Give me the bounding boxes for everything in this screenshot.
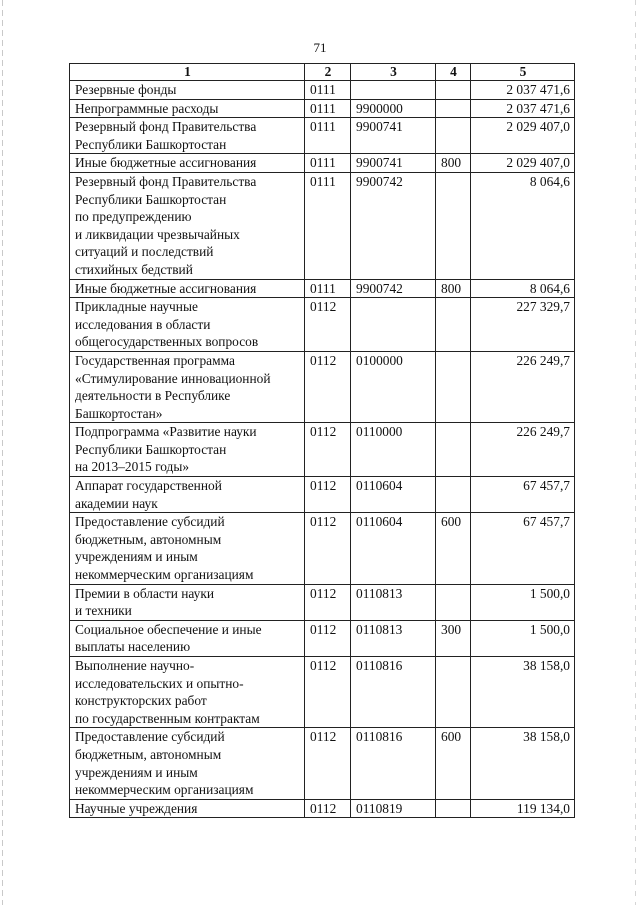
expense-type-cell — [436, 657, 471, 728]
section-code-cell: 0112 — [305, 423, 351, 477]
expense-name-cell: Прикладные научные исследования в области общегосударственных вопросов — [70, 298, 305, 352]
amount-cell: 2 037 471,6 — [471, 99, 575, 118]
target-code-cell: 9900742 — [351, 172, 436, 279]
table-row — [70, 423, 575, 477]
section-code-cell: 0112 — [305, 477, 351, 513]
table-row — [70, 172, 575, 279]
amount-cell: 8 064,6 — [471, 172, 575, 279]
expense-type-cell — [436, 351, 471, 422]
amount-cell: 8 064,6 — [471, 279, 575, 298]
section-code-cell: 0112 — [305, 584, 351, 620]
expense-type-cell: 600 — [436, 513, 471, 584]
table-row — [70, 154, 575, 173]
table-row — [70, 657, 575, 728]
table-row — [70, 81, 575, 100]
amount-cell: 226 249,7 — [471, 351, 575, 422]
section-code-cell: 0111 — [305, 99, 351, 118]
target-code-cell — [351, 81, 436, 100]
table-body — [70, 81, 575, 818]
expense-type-cell — [436, 81, 471, 100]
amount-cell: 2 037 471,6 — [471, 81, 575, 100]
target-code-cell: 0110816 — [351, 728, 436, 799]
table-row — [70, 279, 575, 298]
section-code-cell: 0111 — [305, 118, 351, 154]
expense-name-cell: Резервный фонд Правительства Республики Башкортостан по предупреждению и ликвидации чрезвычайных ситуаций и последствий стихийных бедствий — [70, 172, 305, 279]
amount-cell: 227 329,7 — [471, 298, 575, 352]
expense-name-cell: Государственная программа «Стимулирование инновационной деятельности в Республике Башкортостан» — [70, 351, 305, 422]
target-code-cell: 0110816 — [351, 657, 436, 728]
expense-type-cell — [436, 423, 471, 477]
table-row — [70, 298, 575, 352]
target-code-cell: 9900742 — [351, 279, 436, 298]
header-col-3: 3 — [351, 64, 436, 81]
expense-name-cell: Подпрограмма «Развитие науки Республики Башкортостан на 2013–2015 годы» — [70, 423, 305, 477]
header-col-4: 4 — [436, 64, 471, 81]
amount-cell: 67 457,7 — [471, 513, 575, 584]
scan-edge-left — [2, 0, 3, 905]
amount-cell: 1 500,0 — [471, 620, 575, 656]
page-number: 71 — [313, 40, 327, 55]
target-code-cell: 9900741 — [351, 118, 436, 154]
section-code-cell: 0112 — [305, 351, 351, 422]
table-header-row — [70, 64, 575, 81]
table-row — [70, 99, 575, 118]
expense-type-cell — [436, 172, 471, 279]
amount-cell: 226 249,7 — [471, 423, 575, 477]
expense-name-cell: Предоставление субсидий бюджетным, автономным учреждениям и иным некоммерческим организациям — [70, 513, 305, 584]
expense-type-cell — [436, 584, 471, 620]
expense-type-cell — [436, 99, 471, 118]
header-col-5: 5 — [471, 64, 575, 81]
amount-cell: 2 029 407,0 — [471, 154, 575, 173]
target-code-cell: 0110604 — [351, 513, 436, 584]
section-code-cell: 0112 — [305, 728, 351, 799]
section-code-cell: 0111 — [305, 172, 351, 279]
table-row — [70, 477, 575, 513]
expense-name-cell: Научные учреждения — [70, 799, 305, 818]
section-code-cell: 0111 — [305, 81, 351, 100]
table-row — [70, 799, 575, 818]
section-code-cell: 0112 — [305, 657, 351, 728]
target-code-cell: 0110000 — [351, 423, 436, 477]
expense-name-cell: Премии в области науки и техники — [70, 584, 305, 620]
section-code-cell: 0111 — [305, 279, 351, 298]
amount-cell: 1 500,0 — [471, 584, 575, 620]
table-row — [70, 118, 575, 154]
target-code-cell: 0110819 — [351, 799, 436, 818]
table-row — [70, 584, 575, 620]
expense-name-cell: Иные бюджетные ассигнования — [70, 279, 305, 298]
section-code-cell: 0112 — [305, 298, 351, 352]
target-code-cell: 0110604 — [351, 477, 436, 513]
table-row — [70, 513, 575, 584]
expense-type-cell: 300 — [436, 620, 471, 656]
header-col-1: 1 — [70, 64, 305, 81]
budget-table — [69, 63, 575, 818]
expense-name-cell: Предоставление субсидий бюджетным, автономным учреждениям и иным некоммерческим организациям — [70, 728, 305, 799]
table-row — [70, 620, 575, 656]
target-code-cell: 9900000 — [351, 99, 436, 118]
expense-type-cell: 600 — [436, 728, 471, 799]
section-code-cell: 0112 — [305, 799, 351, 818]
table-row — [70, 351, 575, 422]
expense-type-cell — [436, 799, 471, 818]
expense-name-cell: Иные бюджетные ассигнования — [70, 154, 305, 173]
expense-type-cell: 800 — [436, 154, 471, 173]
amount-cell: 38 158,0 — [471, 657, 575, 728]
scan-edge-right — [635, 0, 636, 905]
section-code-cell: 0112 — [305, 513, 351, 584]
target-code-cell — [351, 298, 436, 352]
expense-type-cell — [436, 118, 471, 154]
amount-cell: 38 158,0 — [471, 728, 575, 799]
expense-name-cell: Резервные фонды — [70, 81, 305, 100]
target-code-cell: 0110813 — [351, 584, 436, 620]
expense-type-cell: 800 — [436, 279, 471, 298]
section-code-cell: 0112 — [305, 620, 351, 656]
section-code-cell: 0111 — [305, 154, 351, 173]
amount-cell: 119 134,0 — [471, 799, 575, 818]
table-row — [70, 728, 575, 799]
expense-name-cell: Аппарат государственной академии наук — [70, 477, 305, 513]
target-code-cell: 0110813 — [351, 620, 436, 656]
target-code-cell: 9900741 — [351, 154, 436, 173]
expense-name-cell: Социальное обеспечение и иные выплаты населению — [70, 620, 305, 656]
amount-cell: 67 457,7 — [471, 477, 575, 513]
expense-type-cell — [436, 298, 471, 352]
expense-name-cell: Резервный фонд Правительства Республики Башкортостан — [70, 118, 305, 154]
expense-name-cell: Выполнение научно- исследовательских и опытно- конструкторских работ по государственным контрактам — [70, 657, 305, 728]
expense-name-cell: Непрограммные расходы — [70, 99, 305, 118]
header-col-2: 2 — [305, 64, 351, 81]
target-code-cell: 0100000 — [351, 351, 436, 422]
amount-cell: 2 029 407,0 — [471, 118, 575, 154]
expense-type-cell — [436, 477, 471, 513]
